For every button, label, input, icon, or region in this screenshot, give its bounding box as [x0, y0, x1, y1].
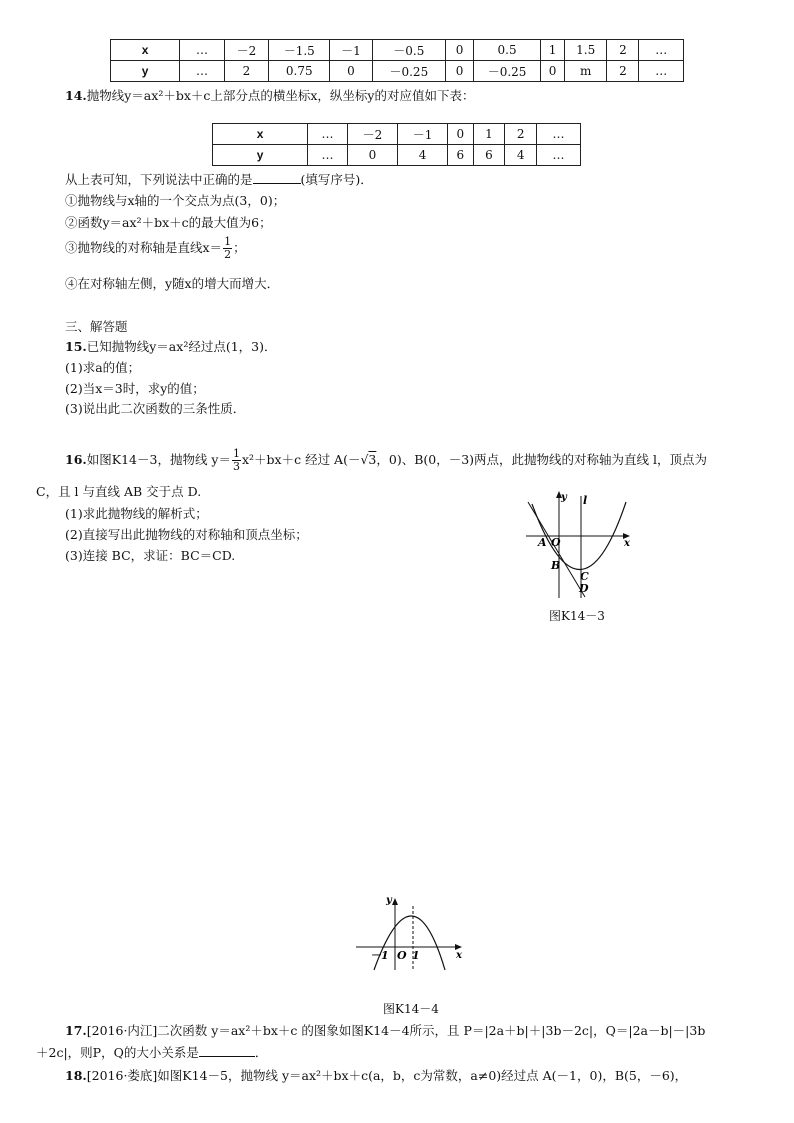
table-cell: …	[308, 124, 348, 145]
label-one: 1	[412, 949, 420, 962]
table-cell: 2	[505, 124, 537, 145]
q15-stem: 已知抛物线y＝ax²经过点(1，3)．	[86, 339, 277, 354]
table-cell: …	[308, 145, 348, 166]
table-row-label: x	[111, 40, 180, 61]
table-cell: －1	[398, 124, 448, 145]
table-cell: …	[537, 124, 581, 145]
table-cell: 0	[446, 40, 474, 61]
q16-part-2: (2)直接写出此抛物线的对称轴和顶点坐标；	[65, 527, 308, 542]
q15-part-2: (2)当x＝3时，求y的值；	[65, 381, 205, 396]
table-cell: 4	[505, 145, 537, 166]
figure-caption-k14-4: 图K14－4	[383, 1002, 439, 1016]
q16-stem-part: 如图K14－3，抛物线 y＝	[86, 452, 231, 467]
table-cell: 1	[541, 40, 565, 61]
q14-prompt	[65, 170, 373, 188]
fraction-one-half	[223, 236, 232, 261]
table-cell: 2	[224, 61, 268, 82]
sqrt-argument: 3	[368, 452, 377, 467]
q17-stem-line	[65, 1021, 705, 1039]
q16-stem-line-2: C，且 l 与直线 AB 交于点 D.	[36, 484, 202, 499]
label-d: D	[579, 582, 589, 595]
q14-option-4: ④在对称轴左侧，y随x的增大而增大．	[65, 276, 280, 291]
table-cell: 0	[330, 61, 372, 82]
table-cell: 0.75	[269, 61, 330, 82]
table-row-x	[111, 40, 684, 61]
table-row-label: y	[213, 145, 308, 166]
q17-stem-part: ＋2c|，则P，Q的大小关系是	[36, 1045, 199, 1060]
label-x: x	[456, 950, 462, 961]
fraction-numerator: 1	[232, 447, 240, 460]
fraction-denominator: 2	[224, 248, 232, 261]
q17-stem-line-2	[36, 1043, 267, 1061]
table-cell: …	[180, 40, 224, 61]
q14-option-1: ①抛物线与x轴的一个交点为点(3，0)；	[65, 193, 286, 208]
table-row-x	[213, 124, 581, 145]
q14-prompt-suffix: (填写序号)．	[300, 172, 373, 187]
q14-stem-line	[65, 86, 475, 104]
table-cell: …	[180, 61, 224, 82]
table-row-y	[213, 145, 581, 166]
q14-prompt-text: 从上表可知，下列说法中正确的是	[65, 172, 253, 187]
value-table-2	[212, 123, 581, 166]
table-cell: －0.5	[372, 40, 445, 61]
figure-caption-k14-3: 图K14－3	[549, 609, 605, 623]
q14-option-3	[65, 236, 246, 261]
fraction-numerator: 1	[224, 235, 232, 248]
q15-number: 15.	[65, 339, 87, 354]
q17-stem-suffix: ．	[254, 1045, 268, 1060]
table-row-label: x	[213, 124, 308, 145]
q14-stem: 抛物线y＝ax²＋bx＋c上部分点的横坐标x，纵坐标y的对应值如下表：	[86, 88, 475, 103]
table-row-y	[111, 61, 684, 82]
q18-number: 18.	[65, 1068, 87, 1083]
table-cell: －1	[330, 40, 372, 61]
table-cell: …	[639, 40, 684, 61]
table-cell: 0.5	[473, 40, 540, 61]
sqrt-symbol: √	[360, 452, 369, 467]
label-y: y	[561, 492, 567, 503]
fraction-one-third	[232, 448, 241, 473]
q16-stem-part: x²＋bx＋c 经过 A(－	[241, 452, 361, 467]
q16-stem-line	[65, 448, 707, 473]
q15-part-3: (3)说出此二次函数的三条性质．	[65, 401, 246, 416]
q16-part-1: (1)求此抛物线的解析式；	[65, 506, 208, 521]
q18-stem-line	[65, 1066, 687, 1084]
table-cell: －2	[224, 40, 268, 61]
label-y: y	[386, 895, 392, 906]
table-cell: 1.5	[564, 40, 606, 61]
table-cell: 0	[446, 61, 474, 82]
figure-k14-4	[350, 892, 470, 972]
table-cell: 0	[347, 145, 397, 166]
table-cell: …	[639, 61, 684, 82]
y-axis-arrow	[392, 898, 398, 905]
q17-number: 17.	[65, 1023, 87, 1038]
table-cell: 2	[607, 61, 639, 82]
table-cell: …	[537, 145, 581, 166]
table-cell: 0	[541, 61, 565, 82]
value-table-1	[110, 39, 684, 82]
q16-number: 16.	[65, 452, 87, 467]
table-cell: －0.25	[372, 61, 445, 82]
q15-part-1: (1)求a的值；	[65, 360, 141, 375]
label-o: O	[397, 949, 407, 962]
table-cell: 2	[607, 40, 639, 61]
q14-option-3-text: ③抛物线的对称轴是直线x＝	[65, 240, 223, 255]
table-cell: －1.5	[269, 40, 330, 61]
label-b: B	[551, 559, 561, 572]
section-heading: 三、解答题	[65, 319, 128, 334]
figure-k14-3	[518, 486, 638, 601]
line-ab	[528, 502, 585, 597]
table-cell: 0	[448, 124, 474, 145]
label-l: l	[583, 494, 588, 507]
table-cell: 6	[448, 145, 474, 166]
table-cell: －0.25	[473, 61, 540, 82]
fraction-denominator: 3	[232, 460, 240, 473]
table-cell: －2	[347, 124, 397, 145]
table-cell: 4	[398, 145, 448, 166]
answer-blank	[253, 171, 301, 184]
label-a: A	[538, 536, 547, 549]
label-neg-one: －1	[370, 949, 389, 962]
table-row-label: y	[111, 61, 180, 82]
q16-stem-part: ，0)、B(0，－3)两点，此抛物线的对称轴为直线 l，顶点为	[376, 452, 708, 467]
label-x: x	[624, 538, 630, 549]
table-cell: m	[564, 61, 606, 82]
table-cell: 1	[473, 124, 505, 145]
table-cell: 6	[473, 145, 505, 166]
q18-stem: [2016·娄底]如图K14－5，抛物线 y＝ax²＋bx＋c(a，b，c为常数，a≠0)经过点 A(－1，0)，B(5，－6)，	[86, 1068, 688, 1083]
answer-blank	[199, 1044, 255, 1057]
q17-stem: [2016·内江]二次函数 y＝ax²＋bx＋c 的图象如图K14－4所示，且 P＝|2a＋b|＋|3b－2c|，Q＝|2a－b|－|3b	[86, 1023, 706, 1038]
q14-number: 14.	[65, 88, 87, 103]
q16-part-3: (3)连接 BC，求证：BC＝CD.	[65, 548, 236, 563]
label-o: O	[551, 536, 561, 549]
q15-stem-line	[65, 337, 277, 355]
label-c: C	[580, 570, 589, 583]
q14-option-3-suffix: ；	[233, 240, 246, 255]
q14-option-2: ②函数y＝ax²＋bx＋c的最大值为6；	[65, 215, 272, 230]
